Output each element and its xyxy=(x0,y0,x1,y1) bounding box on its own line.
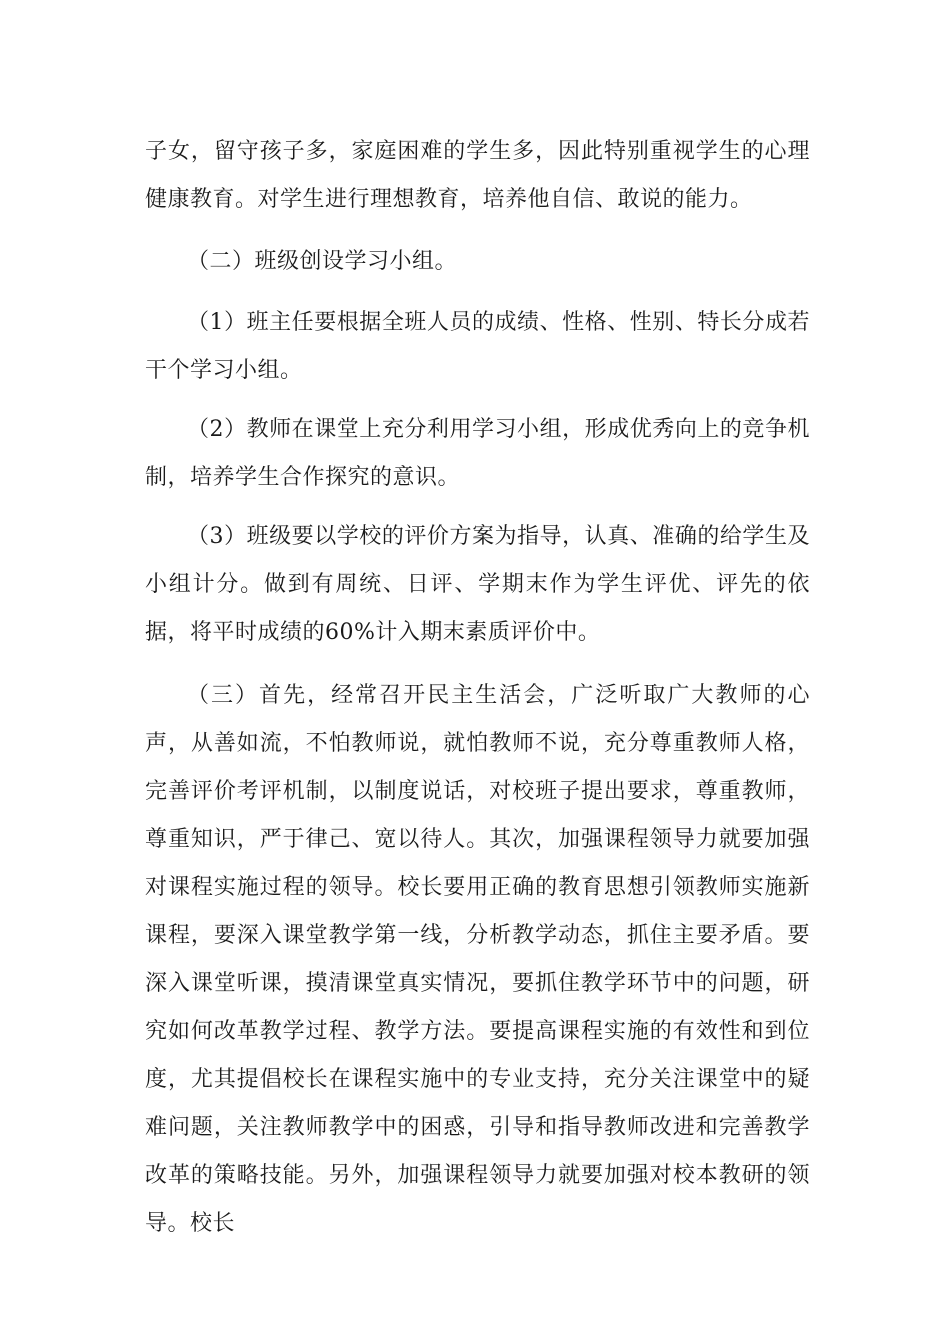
paragraph-section-two-heading: （二）班级创设学习小组。 xyxy=(187,249,458,274)
paragraph-item-3: （3）班级要以学校的评价方案为指导，认真、准确的给学生及小组计分。做到有周统、日评、学期末作为学生评优、评先的依据，将平时成绩的60%计入期末素质评价中。 xyxy=(145,524,810,645)
paragraph-intro: 子女，留守孩子多，家庭困难的学生多，因此特别重视学生的心理健康教育。对学生进行理想教育，培养他自信、敢说的能力。 xyxy=(145,139,810,212)
paragraph-item-1: （1）班主任要根据全班人员的成绩、性格、性别、特长分成若干个学习小组。 xyxy=(145,310,810,383)
paragraph-section-three: （三）首先，经常召开民主生活会，广泛听取广大教师的心声，从善如流，不怕教师说，就怕教师不说，充分尊重教师人格，完善评价考评机制，以制度说话，对校班子提出要求，尊重教师，尊重知识，严于律己、宽以待人。其次，加强课程领导力就要加强对课程实施过程的领导。校长要用正确的教育思想引领教师实施新课程，要深入课堂教学第一线，分析教学动态，抓住主要矛盾。要深入课堂听课，摸清课堂真实情况，要抓住教学环节中的问题，研究如何改革教学过程、教学方法。要提高课程实施的有效性和到位度，尤其提倡校长在课程实施中的专业支持，充分关注课堂中的疑难问题，关注教师教学中的困惑，引导和指导教师改进和完善教学改革的策略技能。另外，加强课程领导力就要加强对校本教研的领导。校长 xyxy=(145,683,810,1236)
paragraph-item-2: （2）教师在课堂上充分利用学习小组，形成优秀向上的竞争机制，培养学生合作探究的意识。 xyxy=(145,417,810,490)
